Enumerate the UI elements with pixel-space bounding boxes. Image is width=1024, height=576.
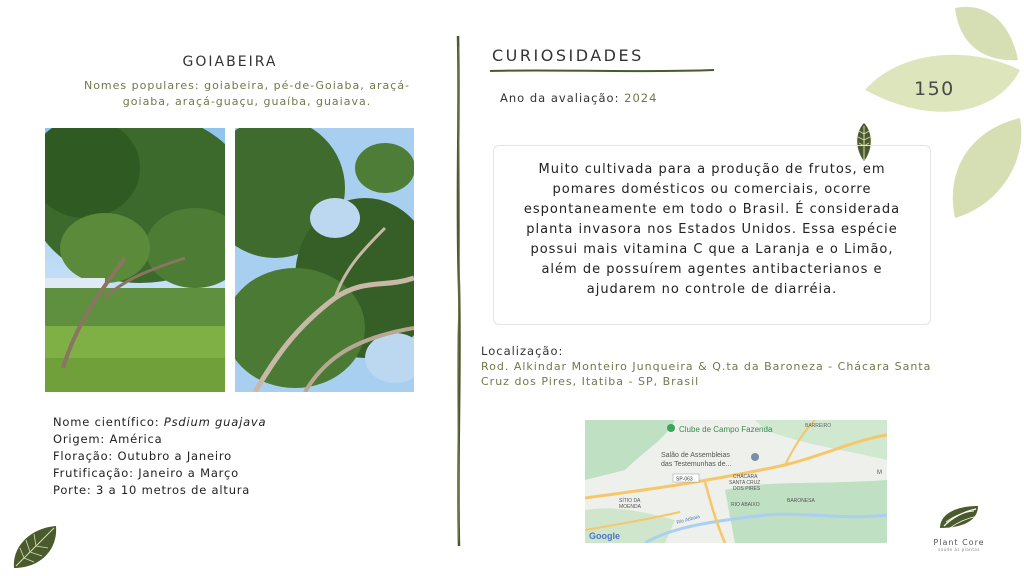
map-label-edge: M <box>877 470 882 476</box>
map-label-sitio-2: MOENDA <box>619 504 641 510</box>
year-value: 2024 <box>624 91 658 105</box>
description-text: Muito cultivada para a produção de frutos, em pomares domésticos ou comerciais, ocorre espontaneamente em todo o Brasil. É considerada planta invasora nos Estados Unidos. Essa espécie possui mais vitamina C que a Laranja e o Limão, além de possuírem agentes antibacterianos e ajudarem no controle de diarréia. <box>523 162 901 297</box>
map-label-rio-abaixo: RIO ABAIXO <box>731 502 760 508</box>
fact-label: Nome científico: <box>53 415 164 429</box>
year-label: Ano da avaliação: <box>500 91 620 105</box>
location-label: Localização: <box>481 344 564 358</box>
fact-scientific-name <box>53 414 433 431</box>
fact-flowering: Floração: Outubro a Janeiro <box>53 449 232 463</box>
fact-size: Porte: 3 a 10 metros de altura <box>53 483 251 497</box>
google-logo: Google <box>589 531 620 541</box>
scientific-name: Psdium guajava <box>163 415 267 429</box>
map-label-river: Rio Atibaia <box>675 513 701 526</box>
popular-names: Nomes populares: goiabeira, pé-de-Goiaba, araçá-goiaba, araçá-guaçu, guaíba, guaiava. <box>83 79 411 108</box>
map-label-salao: Salão de Assembleias <box>661 452 730 459</box>
plant-title: GOIABEIRA <box>182 54 278 70</box>
curiosities-title: CURIOSIDADES <box>492 46 644 65</box>
map-label-chacara-2: SANTA CRUZ <box>729 480 761 486</box>
column-divider <box>452 36 466 546</box>
plant-core-logo <box>924 502 994 562</box>
map-pin-icon <box>667 424 675 432</box>
map-label-club: Clube de Campo Fazenda <box>679 425 773 434</box>
map-label-chacara: CHÁCARA <box>733 474 758 480</box>
plant-facts <box>53 414 433 499</box>
evaluation-year <box>500 91 657 105</box>
title-underline <box>490 67 714 75</box>
map-label-baronesa: BARONESA <box>787 498 815 504</box>
fact-origin: Origem: América <box>53 432 163 446</box>
plant-photo-canopy <box>235 128 414 392</box>
score-number: 150 <box>914 78 955 100</box>
location-map[interactable] <box>585 420 887 543</box>
map-label-salao-2: das Testemunhas de... <box>661 461 732 468</box>
fact-fruiting: Frutificação: Janeiro a Março <box>53 466 239 480</box>
map-label-chacara-3: DOS PIRES <box>733 486 761 492</box>
logo-name: Plant Core <box>933 538 985 547</box>
leaf-icon <box>10 522 60 572</box>
map-label-barreiro: BARREIRO <box>805 423 832 429</box>
description-card <box>493 145 931 325</box>
plant-core-logo-icon <box>934 502 984 532</box>
map-label-sitio: SÍTIO DA <box>619 498 641 504</box>
plant-photo-garden <box>45 128 225 392</box>
location-address: Rod. Alkindar Monteiro Junqueira & Q.ta da Baroneza - Chácara Santa Cruz dos Pires, Itatiba - SP, Brasil <box>481 360 932 388</box>
map-label-road: SP-063 <box>676 476 693 483</box>
logo-tagline: saúde às plantas <box>938 547 980 552</box>
map-pin-icon <box>751 453 759 461</box>
